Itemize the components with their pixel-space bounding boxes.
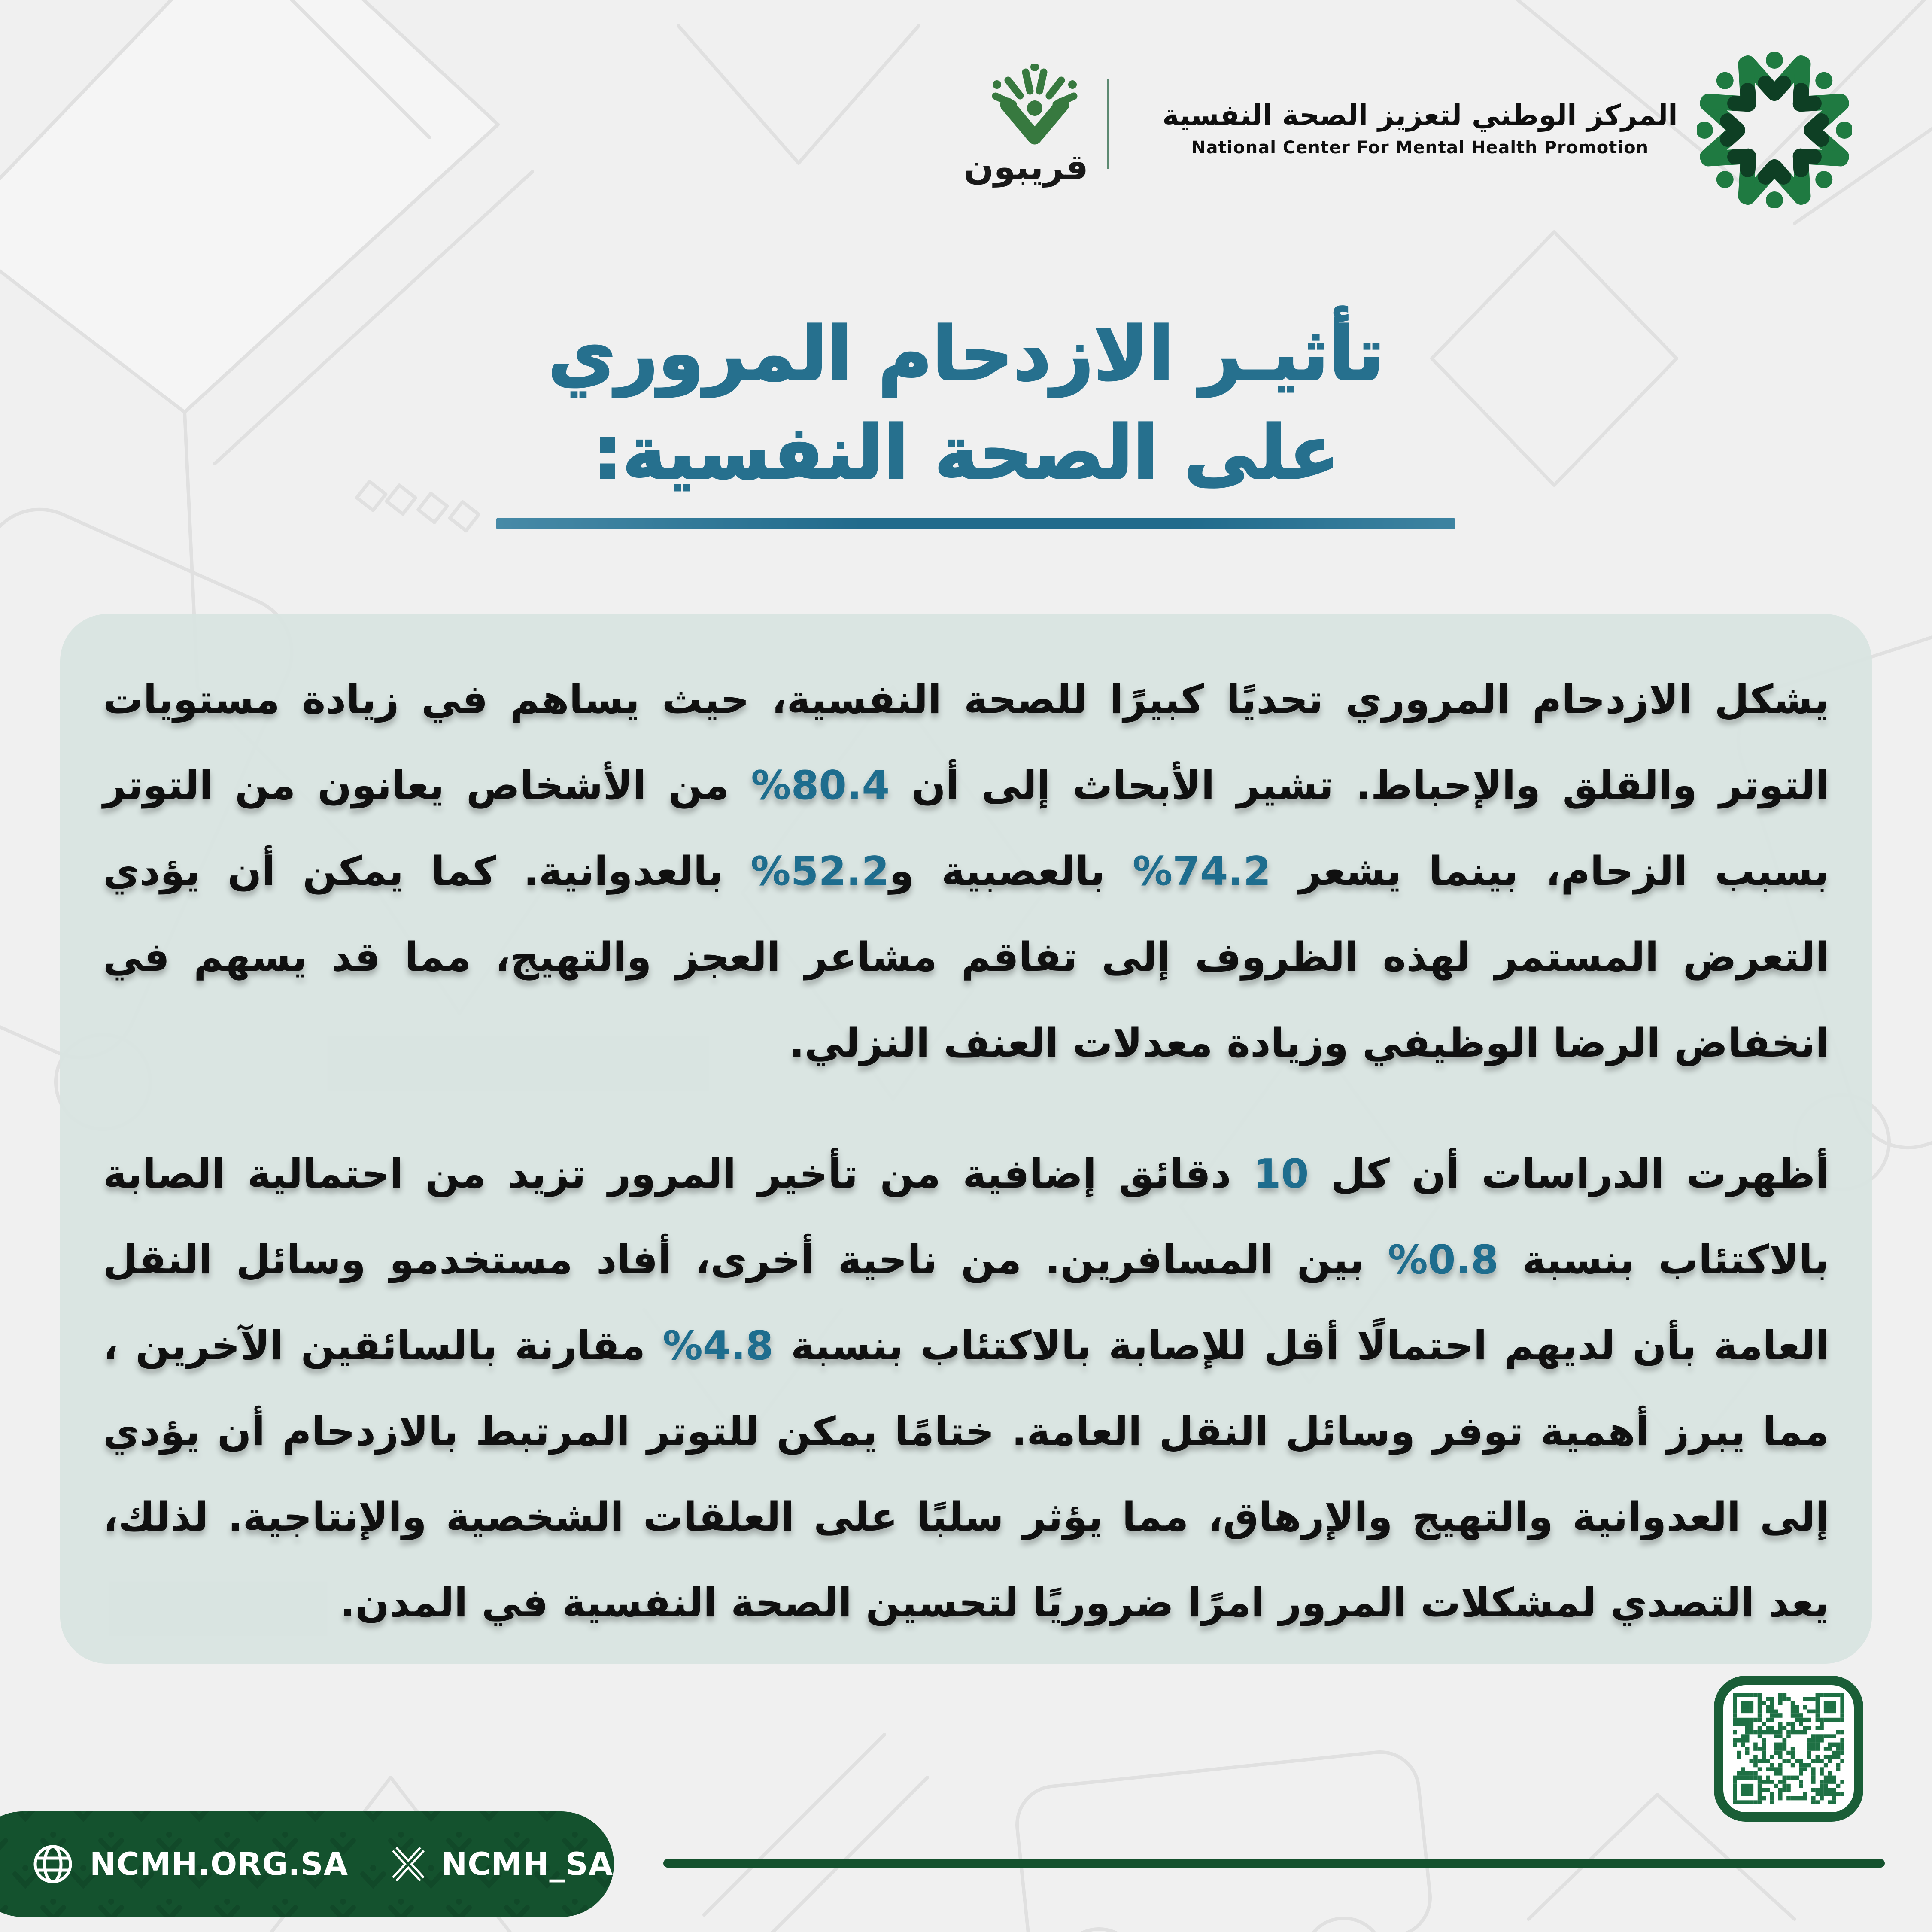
header-divider	[1107, 79, 1109, 169]
stat-highlight: 80.4%	[751, 762, 890, 808]
footer-links-bar	[0, 1811, 614, 1917]
footer-website: NCMH.ORG.SA	[90, 1846, 349, 1883]
body-text: مقارنة بالسائقين الآخرين ، مما يبرز أهمية توفر وسائل النقل العامة. ختامًا يمكن للتوتر المرتبط بالازدحام أن يؤدي إلى العدوانية والتهيج والإرهاق، مما يؤثر سلبًا على العلقات الشخصية والإنتاجية. لذلك، يعد التصدي لمشكلات المرور امرًا ضروريًا لتحسين الصحة النفسية في المدن.	[103, 1322, 1829, 1626]
qareebon-logo-icon	[983, 64, 1086, 148]
paragraph-studies-stats	[103, 1131, 1829, 1646]
body-text: بالعصبية و	[889, 848, 1133, 894]
qareebon-wordmark: قريبون	[963, 147, 1088, 188]
qareebon-logo	[963, 64, 1088, 188]
footer-accent-line	[663, 1859, 1885, 1868]
org-name-english: National Center For Mental Health Promotion	[1191, 137, 1649, 158]
stat-highlight: 0.8%	[1388, 1236, 1499, 1283]
stat-highlight: 52.2%	[750, 848, 890, 894]
body-text: أظهرت الدراسات أن كل	[1309, 1150, 1829, 1197]
body-text: من الأشخاص يعانون من التوتر بسبب الزحام، بينما يشعر	[103, 762, 1829, 894]
title-underline	[496, 518, 1455, 529]
qr-code	[1714, 1676, 1863, 1822]
paragraph-congestion-stats	[103, 657, 1829, 1086]
org-name-arabic: المركز الوطني لتعزيز الصحة النفسية	[1162, 99, 1678, 132]
page-title-line1: تأثيـر الازدحام المروري	[548, 311, 1384, 397]
qr-code-svg	[1731, 1693, 1846, 1804]
body-text: دقائق إضافية من تأخير المرور تزيد من احتمالية الصابة بالاكتئاب بنسبة	[103, 1150, 1829, 1283]
stat-highlight: 4.8%	[662, 1322, 774, 1369]
x-twitter-icon	[391, 1847, 425, 1881]
content-panel	[60, 614, 1872, 1664]
body-text: بالعدوانية. كما يمكن أن يؤدي التعرض المستمر لهذه الظروف إلى تفاقم مشاعر العجز والتهيج، مما قد يسهم في انخفاض الرضا الوظيفي وزيادة معدلات العنف النزلي.	[103, 848, 1829, 1066]
globe-icon	[32, 1844, 73, 1885]
ncmh-circular-logo	[1697, 52, 1852, 208]
body-text: بين المسافرين. من ناحية أخرى، أفاد مستخدمو وسائل النقل العامة بأن لديهم احتمالًا أقل للإصابة بالاكتئاب بنسبة	[103, 1236, 1829, 1369]
page-title-line2: على الصحة النفسية:	[592, 410, 1340, 496]
footer-x-handle: NCMH_SA	[441, 1846, 614, 1883]
body-text: يشكل الازدحام المروري تحديًا كبيرًا للصحة النفسية، حيث يساهم في زيادة مستويات التوتر والقلق والإحباط. تشير الأبحاث إلى أن	[103, 676, 1829, 808]
stat-highlight: 10	[1253, 1150, 1309, 1197]
org-name-block	[1153, 98, 1687, 158]
stat-highlight: 74.2%	[1132, 848, 1271, 894]
